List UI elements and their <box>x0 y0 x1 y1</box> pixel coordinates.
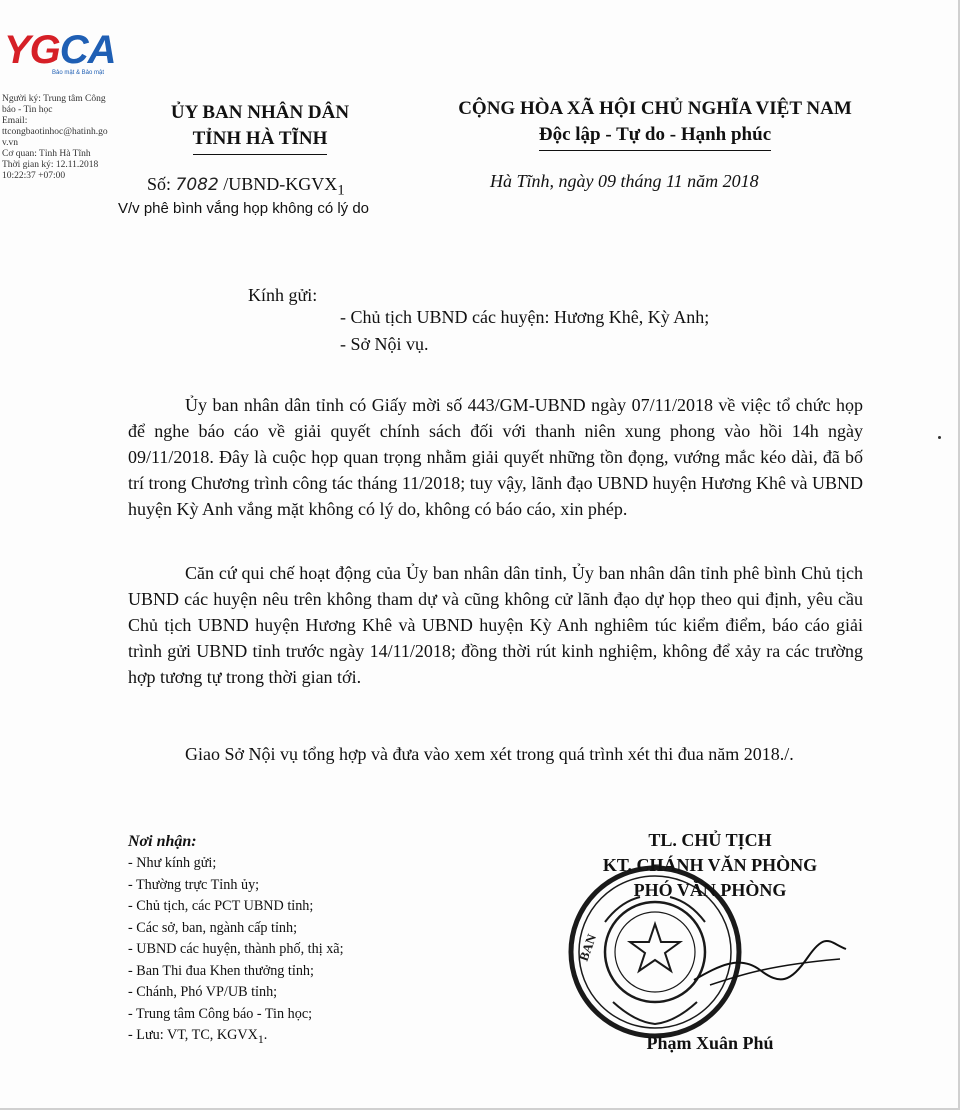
nation-motto: Độc lập - Tự do - Hạnh phúc <box>539 122 771 151</box>
org-name-line1: ỦY BAN NHÂN DÂN <box>170 102 350 123</box>
list-item: - Thường trực Tỉnh ủy; <box>128 876 260 893</box>
list-item: - Chánh, Phó VP/UB tỉnh; <box>128 984 278 1000</box>
sig-line: v.vn <box>2 138 19 148</box>
handwritten-number: 7082 <box>175 175 219 195</box>
scan-speck <box>938 436 941 439</box>
org-name-line2: TỈNH HÀ TĨNH <box>193 126 328 155</box>
logo-wordmark: YGCA <box>4 28 116 72</box>
handwritten-signature <box>690 935 850 995</box>
sign-line2: KT. CHÁNH VĂN PHÒNG <box>602 855 818 875</box>
sig-line: ttcongbaotinhoc@hatinh.go <box>2 127 108 137</box>
signer-name: Phạm Xuân Phú <box>646 1033 774 1053</box>
recipients-label: Kính gửi: <box>248 285 318 305</box>
recipient-item: - Sở Nội vụ. <box>340 334 429 354</box>
sig-line: Cơ quan: Tỉnh Hà Tĩnh <box>2 149 91 159</box>
seal-text: BAN <box>575 932 600 964</box>
sig-line: 10:22:37 +07:00 <box>2 171 66 181</box>
recipient-item: - Chủ tịch UBND các huyện: Hương Khê, Kỳ Anh; <box>340 307 710 327</box>
distribution-title: Nơi nhận: <box>128 833 197 850</box>
list-item: - Lưu: VT, TC, $KGVX_1$. <box>128 1027 268 1046</box>
sign-line3: PHÓ VĂN PHÒNG <box>633 880 787 900</box>
body-paragraph-2: Căn cứ qui chế hoạt động của Ủy ban nhân dân tỉnh, Ủy ban nhân dân tỉnh phê bình Chủ tịch UBND các huyện nêu trên không tham dự và cũng không cử lãnh đạo dự họp theo qui định, yêu cầu Chủ tịch UBND huyện Hương Khê và UBND huyện Kỳ Anh nghiêm túc kiểm điểm, báo cáo giải trình gửi UBND tỉnh trước ngày 14/11/2018; đồng thời rút kinh nghiệm, không để xảy ra các trường hợp tương tự trong thời gian tới. <box>128 563 863 687</box>
body-paragraph-3: Giao Sở Nội vụ tổng hợp và đưa vào xem xét trong quá trình xét thi đua năm 2018./. <box>185 744 794 764</box>
sig-line: Email: <box>2 116 28 126</box>
document-subject: V/v phê bình vắng họp không có lý do <box>118 200 370 217</box>
logo-tagline: Bảo mật & Bảo mật <box>52 70 105 76</box>
distribution-list <box>128 853 344 1050</box>
list-item: - UBND các huyện, thành phố, thị xã; <box>128 941 344 957</box>
list-item: - Ban Thi đua Khen thưởng tỉnh; <box>128 962 314 979</box>
issuing-authority <box>160 100 360 155</box>
nation-title: CỘNG HÒA XÃ HỘI CHỦ NGHĨA VIỆT NAM <box>458 98 852 119</box>
sig-line: Người ký: Trung tâm Công <box>2 94 106 104</box>
sign-line1: TL. CHỦ TỊCH <box>648 830 772 850</box>
document-number: Số: 7082 $/UBND-KGVX_1$ <box>147 174 345 199</box>
sig-line: Thời gian ký: 12.11.2018 <box>2 160 99 170</box>
digital-signature-info <box>2 94 142 182</box>
date-line: Hà Tĩnh, ngày 09 tháng 11 năm 2018 <box>490 171 759 191</box>
ygca-logo <box>4 28 139 80</box>
list-item: - Trung tâm Công báo - Tin học; <box>128 1005 313 1022</box>
signature-title-block <box>580 828 840 903</box>
body-paragraph-1: Ủy ban nhân dân tỉnh có Giấy mời số 443/GM-UBND ngày 07/11/2018 về việc tổ chức họp để nghe báo cáo về giải quyết chính sách đối với thanh niên xung phong vào hồi 14h ngày 09/11/2018. Đây là cuộc họp quan trọng nhằm giải quyết những tồn đọng, vướng mắc kéo dài, đã bố trí trong Chương trình công tác tháng 11/2018; tuy vậy, lãnh đạo UBND huyện Hương Khê và UBND huyện Kỳ Anh vắng mặt không có lý do, không có báo cáo, xin phép. <box>128 395 863 519</box>
list-item: - Như kính gửi; <box>128 855 217 871</box>
list-item: - Các sở, ban, ngành cấp tỉnh; <box>128 919 298 936</box>
national-heading <box>430 96 880 151</box>
sig-line: báo - Tin học <box>2 105 53 115</box>
list-item: - Chủ tịch, các PCT UBND tỉnh; <box>128 898 314 914</box>
